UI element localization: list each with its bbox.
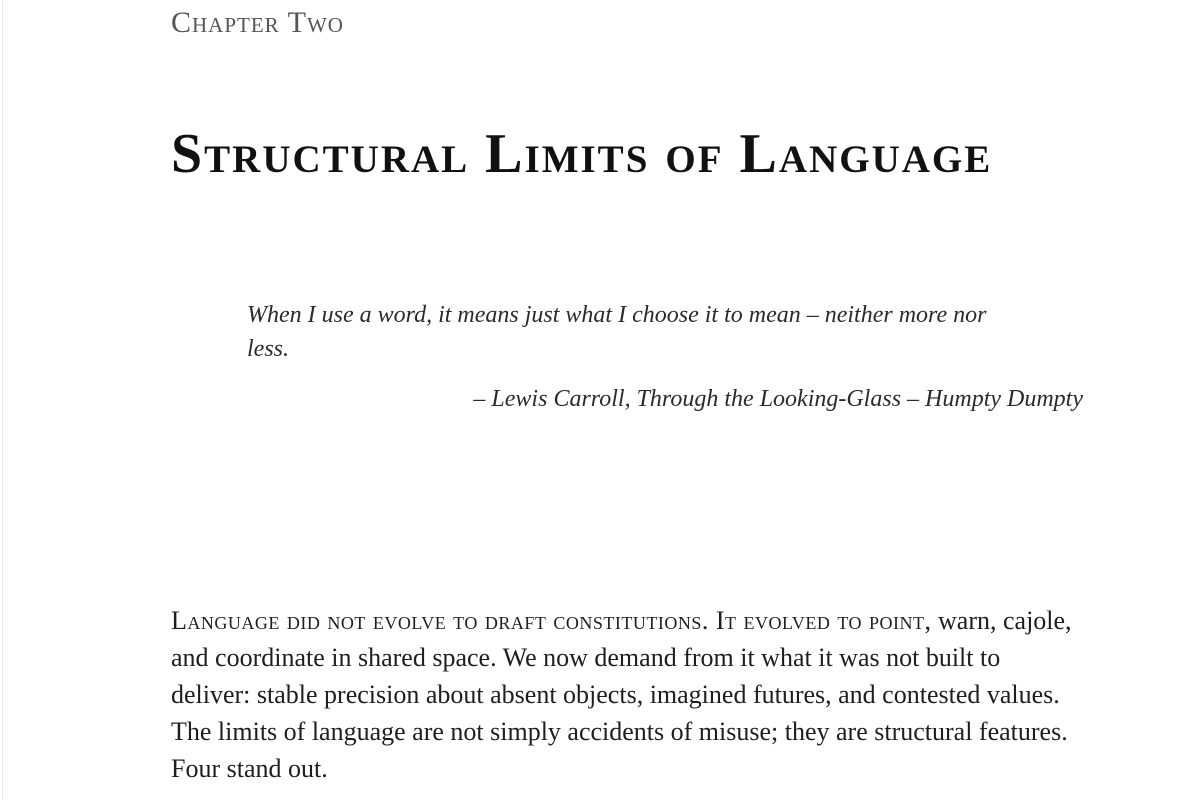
epigraph-attribution: – Lewis Carroll, Through the Looking-Glass – Humpty Dumpty [473, 386, 1083, 412]
chapter-page [171, 0, 1083, 800]
epigraph [247, 298, 1083, 413]
paragraph-lead-in: Language did not evolve to draft constitutions. It evolved to point, [171, 606, 932, 635]
paragraph-text: warn, cajole, and coordinate in shared space. We now demand from it what it was not built to deliver: stable precision about absent objects, imagined futures, and contested values. The limits of language are not simply accidents of misuse; they are structural features. Four stand out. [171, 606, 1072, 783]
chapter-label: Chapter Two [171, 6, 344, 39]
chapter-title: Structural Limits of Language [171, 123, 993, 185]
body-paragraph [171, 602, 1083, 787]
epigraph-quote: When I use a word, it means just what I choose it to mean – neither more nor less. [247, 302, 987, 362]
page-edge-rule [2, 0, 3, 800]
